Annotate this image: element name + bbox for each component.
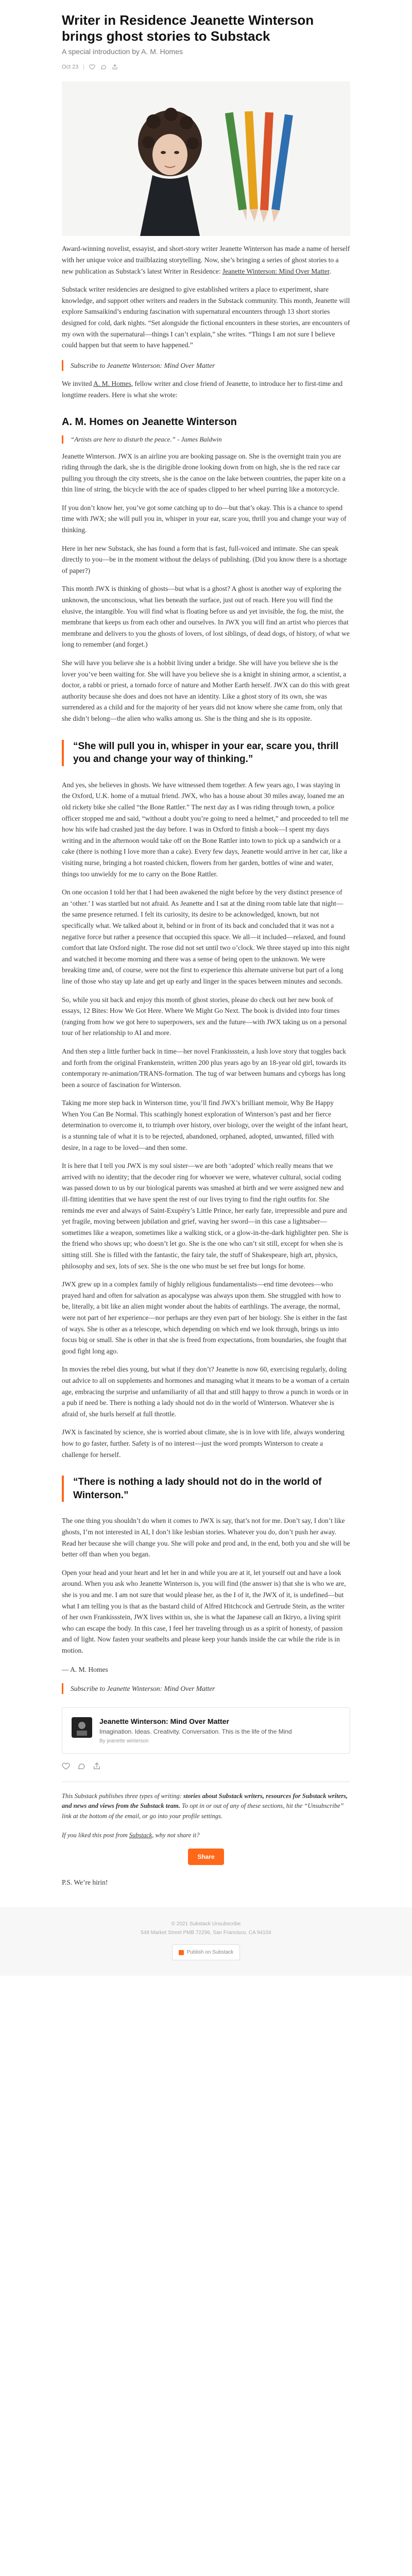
essay-paragraph: She will have you believe she is a hobbit living under a bridge. She will have you believe she is the lover you’ve been waiting for. She will have you believe she is a knight in shining armor, a scientist, a doctor, a rabbi or priest, a tornado force of nature and Mother Earth herself. JWX can do this with great authority because she does and does not have an identity. Like a ghost story of its own, she was surrendered as a child and for the majority of her years did not know where she came from, only that she didn’t belong—the alien who walks among us. She is the thing and she is its opposite. xyxy=(62,659,350,722)
hero-illustration xyxy=(62,81,350,236)
share-text: If you liked this post from xyxy=(62,1832,129,1839)
essay-paragraph: So, while you sit back and enjoy this month of ghost stories, please do check out her new book of essays, 12 Bites: How We Got Here. Where We Might Go Next. The book is divided into four times (ranging from how we got here to superpowers, sex and the future—with JWX taking us on a personal tour of her relationship to AI and more. xyxy=(62,995,347,1037)
intro-paragraph-2: Substack writer residencies are designed to give established writers a place to experiment, share knowledge, and support other writers and readers in the Substack community. This month, Jeanette will explore Samsaikind’s enduring fascination with supernatural encounters through 13 short stories designed for cold, dark nights. “Set alongside the fictional encounters in these stories, are encounters of my own with the supernatural—things I can’t explain,” she writes. “Things I am not sure I believe could happen but that seem to have happened.” xyxy=(62,285,350,349)
post-title: Writer in Residence Jeanette Winterson brings ghost stories to Substack xyxy=(62,12,314,44)
heart-icon[interactable] xyxy=(62,1762,70,1770)
publication-embed-card[interactable] xyxy=(62,1707,350,1754)
subscribe-link[interactable]: Subscribe to Jeanette Winterson: Mind Over Matter xyxy=(71,361,215,369)
substack-link[interactable]: Substack xyxy=(129,1832,152,1839)
embed-description: Imagination. Ideas. Creativity. Conversation. This is the life of the Mind xyxy=(99,1728,292,1736)
essay-paragraph: The one thing you shouldn’t do when it comes to JWX is say, that’s not for me. Don’t say, I don’t like ghosts, I’m not interested in AI, I don’t like lesbian stories. Whatever you do, don’t push her away. Read her because she will change you. She will poke and prod and, in the end, both you and she will be better off than when you began. xyxy=(62,1517,350,1558)
post-container xyxy=(62,0,350,1887)
intro-paragraph-1 xyxy=(62,243,350,277)
comment-icon[interactable] xyxy=(100,64,107,70)
essay-paragraph: Jeanette Winterson. JWX is an airline you are booking passage on. She is the overnight train you are riding through the dark, she is the dirigible drone looking down from on high, she is the red race car pulling you through the city streets, she is the canoe on the lake between countries, the paper kite on a thin line of string, the bicycle with the ace of spades clipped to her wheel purring like a motorcycle. xyxy=(62,452,346,494)
share-icon[interactable] xyxy=(93,1762,101,1770)
pull-quote: “There is nothing a lady should not do in the world of Winterson.” xyxy=(62,1476,350,1502)
intro-text: We invited xyxy=(62,380,94,388)
essay-paragraph: And yes, she believes in ghosts. We have witnessed them together. A few years ago, I was staying in the Oxford, U.K. home of a mutual friend. JWX, who has a house about 30 miles away, loaned me an old rickety bike she called “the Bone Rattler.” The next day as I was riding through town, a police officer stopped me and said, “without a doubt you’re going to need a helmet,” and proceeded to tell me how his wife had crashed just the day before. I was in Oxford to finish a book—I spent my days writing and in the afternoon would take off on the Bone Rattler into town to pick up a sandwich or a cake (there is nothing I love more than a cake). Every few days, Jeanette would arrive in her car, like a visiting nurse, bringing a hot roasted chicken, flowers from her garden, bottles of wine and water, things too unwieldy for me to carry on the Bone Rattler. xyxy=(62,781,349,878)
embed-text xyxy=(99,1717,292,1744)
post-subtitle: A special introduction by A. M. Homes xyxy=(62,47,183,56)
share-button-wrap xyxy=(62,1849,350,1865)
share-icon[interactable] xyxy=(112,64,118,70)
essay-paragraph: This month JWX is thinking of ghosts—but what is a ghost? A ghost is another way of exploring the unknown, the unconscious, what lies beneath the surface, just out of reach. Here you will find the elusive, the intangible. You will find what is floating before us and yet invisible, the fog, the mist, the membrane that keeps us from each other and ourselves. In JWX you will find an artist who pierces that membrane and delivers to you the ghosts of lovers, of lost siblings, of dead dogs, of history, of what we long to remember (and forget.) xyxy=(62,585,350,649)
essay-paragraph: JWX grew up in a complex family of highly religious fundamentalists—end time devotees—who prayed hard and often for salvation as apocalypse was always upon them. She struggled with how to be, literally, a bit like an alien might wonder about the habits of earthlings. The average, the normal, were not part of her experience—nor perhaps are they even part of her biology. She is either in the fast of ways. She is other as a telescope, which depending on which end we look through, brings us into focus big or small. She is other in that she is freed from expectations, from boundaries, she fought that good fight long ago. xyxy=(62,1280,347,1355)
intro-text: Award-winning novelist, essayist, and short-story writer Jeanette Winterson has made a name of herself with her unique voice and trailblazing storytelling. Now, she’s bringing a series of ghost stories to a new publication as Substack’s latest Writer in Residence: xyxy=(62,245,350,275)
embed-title: Jeanette Winterson: Mind Over Matter xyxy=(99,1717,229,1726)
comment-icon[interactable] xyxy=(77,1762,85,1770)
publish-on-substack-button[interactable] xyxy=(172,1944,241,1960)
publish-label: Publish on Substack xyxy=(186,1950,234,1956)
essay-paragraph: Here in her new Substack, she has found a form that is fast, full-voiced and intimate. She can speak directly to you—be in the moment without the delays of publishing. (Did you know there is a shortage of paper?) xyxy=(62,544,347,574)
subscribe-callout-end xyxy=(62,1683,350,1694)
share-prompt xyxy=(62,1831,350,1840)
footnote-text-end: To opt in or out of any of these sections, hit the “Unsubscribe” link at the bottom of the email, or go into your profile settings. xyxy=(62,1802,344,1820)
intro-text-end: . xyxy=(329,267,331,275)
footnote-text: This Substack publishes three types of writing: xyxy=(62,1792,183,1800)
essay-heading: A. M. Homes on Jeanette Winterson xyxy=(62,416,237,428)
meta-divider xyxy=(83,64,84,70)
essay-paragraph: And then step a little further back in time—her novel Frankissstein, a lush love story that toggles back and forth from the original Frankenstein, written 200 plus years ago by an 18-year old girl, towards its contemporary re-animation/TRANS-formation. The tug of war between humans and cyborgs has long been a source of fascination for Winterson. xyxy=(62,1047,347,1089)
author-link[interactable]: A. M. Homes xyxy=(93,380,131,388)
essay-paragraph: If you don’t know her, you’ve got some catching up to do—but that’s okay. This is a chance to spend time with JWX; she will pull you in, whisper in your ear, scare you, thrill you and change your way of thinking. xyxy=(62,503,347,534)
newsletter-footnote xyxy=(62,1791,350,1821)
signature: — A. M. Homes xyxy=(62,1665,108,1673)
pull-quote: “She will pull you in, whisper in your ear, scare you, thrill you and change your way of thinking.” xyxy=(62,740,350,766)
publication-link[interactable]: Jeanette Winterson: Mind Over Matter xyxy=(222,267,330,275)
embed-byline: By jeanette winterson xyxy=(99,1738,149,1744)
post-date: Oct 23 xyxy=(62,64,79,71)
essay-paragraph: It is here that I tell you JWX is my soul sister—we are both ‘adopted’ which really means that we arrived with no identity; that the decoder ring for whoever we were, whatever cultural, social coding was passed down to us by our biological parents was smashed at birth and we were assigned new and ill-fitting identities that we have spent the rest of our lives trying to find the right outfits for. She reminds me ever and always of Saint-Exupéry’s Little Prince, her early fate, irrepressible and pure and yet fragile, moving between jubilation and grief, waving her sword—in this case a lightsaber—sometimes like a weapon, sometimes like a walking stick, or a glow-in-the-dark highlighter pen. She is the friend who shows up; who doesn’t let go. She is the one who can’t sit still, except for when she is sitting still. She is filled with the fantastic, the fairy tale, the stuff of Shakespeare, high art, physics, philosophy and sex, lots of sex. She is the one who must be set free but longs for home. xyxy=(62,1162,349,1270)
post-actions xyxy=(62,1762,350,1770)
post-meta xyxy=(62,64,350,70)
essay-paragraph: In movies the rebel dies young, but what if they don’t? Jeanette is now 60, exercising regularly, doling out advice to all on supplements and hormones and managing what it means to be a woman of a certain age, embracing the surprise and unfamiliarity of all that and still happy to throw a punch in words or in a pub if need be. There is nothing a lady should not do in the world of Winterson. Whatever she is afraid of, she hurls herself at full throttle. xyxy=(62,1365,350,1418)
subscribe-callout xyxy=(62,360,350,371)
footnote-bold: stories about Substack writers, resources for Substack writers, and news and views from the Substack team. xyxy=(62,1792,348,1810)
heart-icon[interactable] xyxy=(89,64,95,70)
intro-text-end: , fellow writer and close friend of Jeanette, to introduce her to first-time and longtime readers. Here is what she wrote: xyxy=(62,380,343,399)
essay-paragraph: JWX is fascinated by science, she is worried about climate, she is in love with life, always wondering how to go faster, further. Safety is of no interest—just the word prompts Winterson to create a challenge for herself. xyxy=(62,1428,345,1459)
hero-image xyxy=(62,81,350,236)
essay-paragraph: On one occasion I told her that I had been awakened the night before by the very distinct presence of an ‘other.’ I was startled but not afraid. As Jeanette and I sat at the dining room table late that night—the same presence returned. I felt its curiosity, its desire to be acknowledged, known, but not specifically what. We talked about it, behind or in front of its back and concluded that it was not a negative force but rather a presence that occupied this space. We all—it included—relaxed, and found comfort that late Oxford night. The rose did not set until two o’clock. We three stayed up into this night and watched it become morning and there was a sense of being open to the unknown. We were breaking time and, of course, were not the first to experience this alternate universe but part of a long line of those who stay up late and get up early and linger in the spaces between minutes and seconds. xyxy=(62,888,350,985)
share-button[interactable]: Share xyxy=(188,1849,224,1865)
ps-line: P.S. We’re hirin! xyxy=(62,1878,108,1887)
subscribe-link[interactable]: Subscribe to Jeanette Winterson: Mind Over Matter xyxy=(71,1684,215,1692)
footer-copyright[interactable]: © 2021 Substack Unsubscribe xyxy=(171,1921,241,1927)
share-text-end: , why not share it? xyxy=(152,1832,200,1839)
publication-logo xyxy=(72,1717,92,1738)
substack-logo-icon xyxy=(179,1950,184,1955)
essay-paragraph: Open your head and your heart and let her in and while you are at it, let yourself out and have a look around. When you ask who Jeanette Winterson is, you will find (the answer is) that she is who we are, she is you and me. I am not sure that would please her, as the I of it, the JWX of it, is undefined—but what I am telling you is that as the bastard child of Alfred Hitchcock and Gertrude Stein, as the writer of her own Frankissstein, JWX lives within us, she is what the Japanese call an Ikiryo, a living spirit who can escape the body. In this case, I feel her traveling through us as a spirit of honesty, of passion and of light. Now fasten your seatbelts and please keep your hands inside the car while the ride is in motion. xyxy=(62,1568,346,1654)
essay-paragraph: Taking me more step back in Winterson time, you’ll find JWX’s brilliant memoir, Why Be Happy When You Can Be Normal. This scathingly honest exploration of Winterson’s past and her fierce determination to overcome it, to triumph over history, over biology, over the weight of the infant heart, is a stunning tale of what it is to be rejected, abandoned, orphaned, adopted, unwanted, filled with desire, in a rage to be loved—and then some. xyxy=(62,1099,348,1151)
page-footer xyxy=(0,1907,412,1976)
epigraph: “Artists are here to disturb the peace.” - James Baldwin xyxy=(62,435,350,444)
intro-paragraph-3 xyxy=(62,378,350,400)
footer-address: 548 Market Street PMB 72296, San Francisco, CA 94104 xyxy=(141,1930,271,1936)
